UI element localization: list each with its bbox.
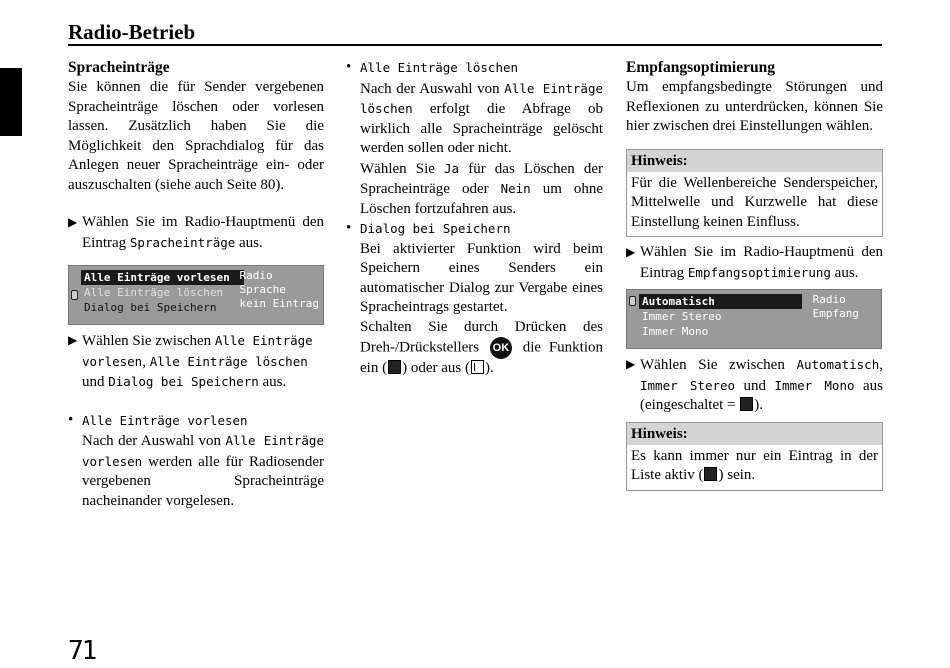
bullet-dot-icon: • xyxy=(68,411,74,428)
bullet-vorlesen-title: • Alle Einträge vorlesen xyxy=(68,411,324,432)
hint-box-2 xyxy=(626,422,883,491)
device-display-empfang xyxy=(626,289,882,349)
toggle-text: Schalten Sie durch Drücken des Dreh-/Drückstellers OK die Funktion ein ( ) oder aus ( ). xyxy=(360,318,604,376)
page-number: 71 xyxy=(68,636,96,666)
hint-text: Für die Wellenbereiche Senderspeicher, Mittelwelle und Kurzwelle hat diese Einstellung keinen Einfluss. xyxy=(631,174,878,230)
display-list xyxy=(639,294,802,339)
section-heading-empfang: Empfangsoptimierung xyxy=(626,59,775,76)
column-left xyxy=(68,58,324,511)
display-item: Alle Einträge löschen xyxy=(84,286,224,299)
column-right xyxy=(626,58,883,491)
display-item: Alle Einträge vorlesen xyxy=(81,270,244,285)
device-display-sprache xyxy=(68,265,324,325)
column-middle xyxy=(346,58,603,379)
step-select-empfang: ▶ Wählen Sie im Radio-Hauptmenü den Eintrag Empfangsoptimierung aus. xyxy=(626,244,883,281)
section-heading-spracheintraege: Spracheinträge xyxy=(68,59,170,76)
checkbox-off-icon xyxy=(471,360,484,374)
dialog-text: Bei aktivierter Funktion wird beim Speichern eines Senders ein automatischer Dialog zur Vergabe eines Spracheintrags gestartet. xyxy=(360,240,603,315)
arrow-right-icon: ▶ xyxy=(626,245,636,259)
display-side-labels: Radio Sprache kein Eintrag xyxy=(239,269,319,310)
hint-heading: Hinweis: xyxy=(627,150,882,172)
rotary-knob-icon xyxy=(629,296,636,306)
rotary-knob-icon xyxy=(71,290,78,300)
page-title: Radio-Betrieb xyxy=(68,20,196,44)
empfang-intro: Um empfangsbedingte Störungen und Reflexionen zu unterdrücken, können Sie hier zwischen drei Einstellungen wählen. xyxy=(626,79,883,134)
header-rule xyxy=(68,44,882,46)
display-item: Automatisch xyxy=(639,294,802,309)
checkbox-on-icon xyxy=(388,360,401,374)
step-choose-empfang: ▶ Wählen Sie zwischen Automatisch, Immer Stereo und Immer Mono aus (eingeschaltet = ). xyxy=(626,357,883,413)
hint-heading: Hinweis: xyxy=(627,423,882,445)
section-tab-marker xyxy=(0,68,22,136)
display-item: Dialog bei Speichern xyxy=(84,301,217,314)
hint-text-2: Es kann immer nur ein Eintrag in der Liste aktiv ( ) sein. xyxy=(631,447,878,483)
arrow-right-icon: ▶ xyxy=(626,357,636,371)
ok-button-icon: OK xyxy=(490,337,512,359)
arrow-right-icon: ▶ xyxy=(68,333,78,347)
loeschen-text: Nach der Auswahl von Alle Einträge löschen erfolgt die Abfrage ob wirklich alle Spracheinträge gelöscht werden sollen oder nicht. xyxy=(360,80,603,156)
bullet-dot-icon: • xyxy=(346,59,352,75)
display-item: Immer Stereo xyxy=(642,310,722,323)
bullet-dialog-title: • Dialog bei Speichern xyxy=(346,219,603,240)
display-item: Immer Mono xyxy=(642,325,709,338)
display-list xyxy=(81,270,244,315)
vorlesen-text: Nach der Auswahl von Alle Einträge vorlesen werden alle für Radiosender vergebenen Spracheinträge nacheinander vorgelesen. xyxy=(82,433,325,509)
confirm-text: Wählen Sie Ja für das Löschen der Spracheinträge oder Nein um ohne Löschen fortzufahren aus. xyxy=(360,160,604,217)
arrow-right-icon: ▶ xyxy=(68,215,78,229)
display-side-labels: Radio Empfang xyxy=(812,293,859,320)
step-select-menu: ▶ Wählen Sie im Radio-Hauptmenü den Eintrag Spracheinträge aus. xyxy=(68,214,324,251)
step-choose-option: ▶ Wählen Sie zwischen Alle Einträge vorlesen, Alle Einträge löschen und Dialog bei Speichern aus. xyxy=(68,333,313,390)
checkbox-on-icon xyxy=(740,397,753,411)
bullet-loeschen-title: • Alle Einträge löschen xyxy=(346,58,603,79)
intro-text: Sie können die für Sender vergebenen Spracheinträge löschen oder vorlesen lassen. Zusätzlich haben Sie die Möglichkeit den Sprachdialog für das Anlegen neuer Spracheinträge ein- oder auszuschalten (siehe auch Seite 80). xyxy=(68,79,324,193)
hint-box xyxy=(626,149,883,238)
bullet-dot-icon: • xyxy=(346,220,352,236)
checkbox-on-icon xyxy=(704,467,717,481)
